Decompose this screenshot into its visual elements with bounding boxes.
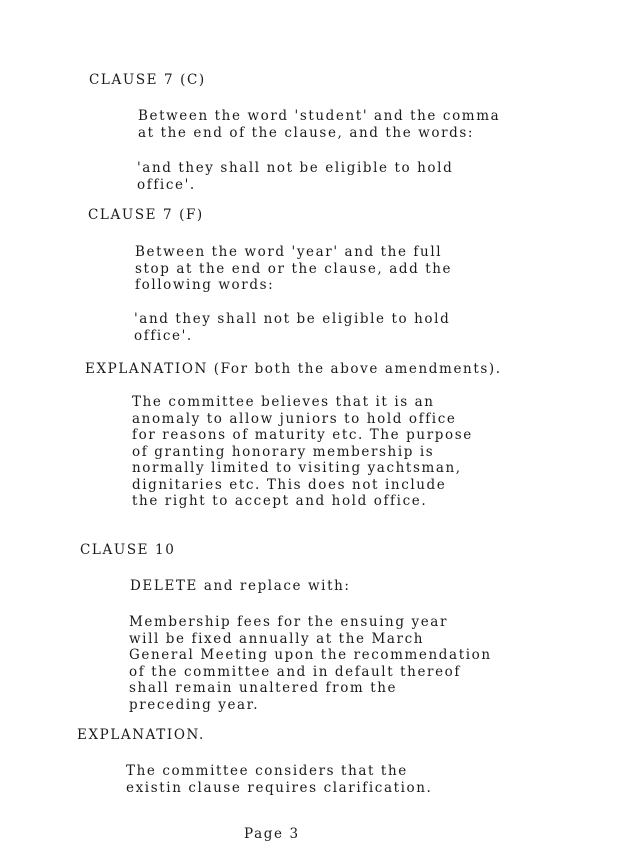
clause-7f-paragraph-2: 'and they shall not be eligible to hold office'. — [134, 311, 451, 344]
clause-7c-paragraph-1: Between the word 'student' and the comma at the end of the clause, and the words: — [138, 108, 501, 141]
section-heading-clause-7f: CLAUSE 7 (F) — [88, 207, 204, 223]
clause-7c-paragraph-2: 'and they shall not be eligible to hold office'. — [137, 160, 454, 193]
section-heading-clause-7c: CLAUSE 7 (C) — [89, 72, 206, 88]
section-heading-clause-10: CLAUSE 10 — [80, 542, 176, 558]
clause-10-paragraph-2: Membership fees for the ensuing year will be fixed annually at the March General Meeting upon the recommendation of the committee and in default thereof shall remain unaltered from the preceding year. — [129, 614, 492, 713]
clause-10-paragraph-1: DELETE and replace with: — [130, 578, 351, 594]
page-number: Page 3 — [244, 826, 300, 842]
clause-7f-paragraph-1: Between the word 'year' and the full stop at the end or the clause, add the following words: — [135, 244, 453, 293]
section-heading-explanation: EXPLANATION. — [77, 727, 205, 743]
explanation-paragraph: The committee considers that the existin clause requires clarification. — [126, 763, 433, 796]
section-heading-explanation-both: EXPLANATION (For both the above amendments). — [85, 361, 502, 377]
explanation-both-paragraph: The committee believes that it is an anomaly to allow juniors to hold office for reasons of maturity etc. The purpose of granting honorary membership is normally limited to visiting yachtsman, dignitaries etc. This does not include the right to accept and hold office. — [132, 394, 473, 509]
